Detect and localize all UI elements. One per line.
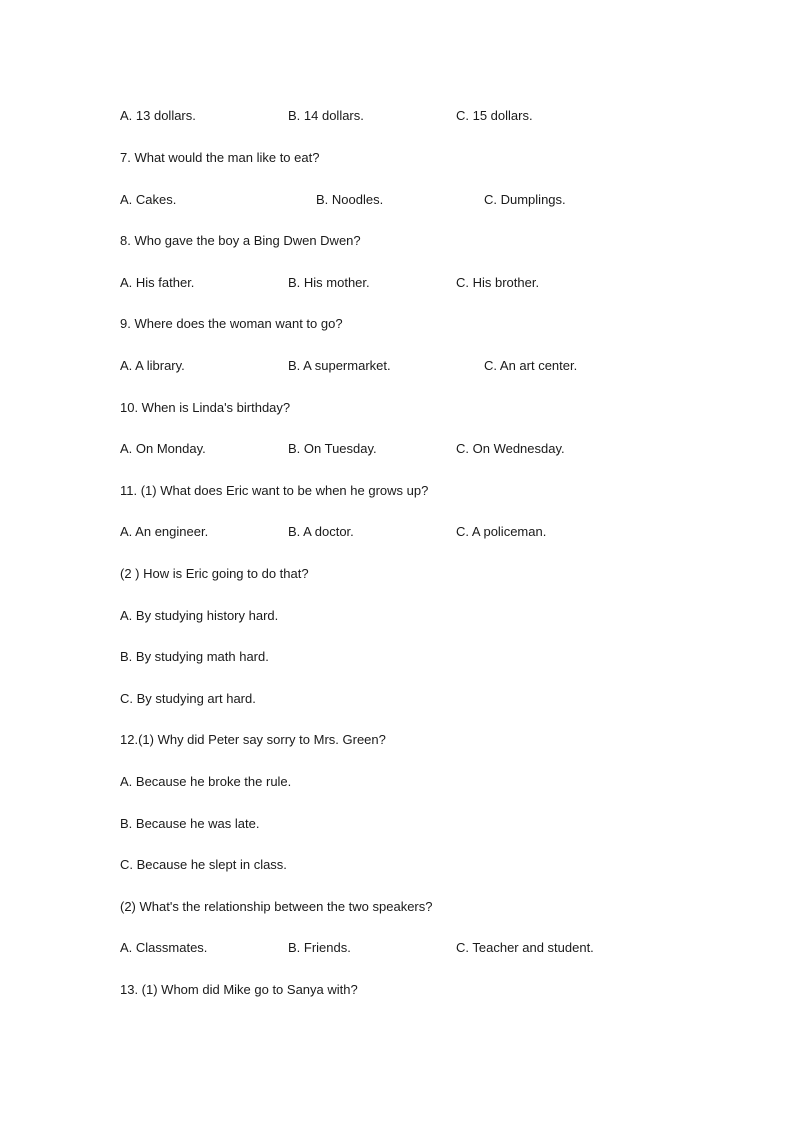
q9-option-a: A. A library. xyxy=(120,358,185,373)
q11-part2-question: (2 ) How is Eric going to do that? xyxy=(120,566,309,581)
q11-part2-option-b: B. By studying math hard. xyxy=(120,649,269,664)
q11-part1-option-a: A. An engineer. xyxy=(120,524,209,539)
q7-option-b: B. Noodles. xyxy=(316,192,384,207)
q13-part1-question: 13. (1) Whom did Mike go to Sanya with? xyxy=(120,982,358,997)
q6-option-c: C. 15 dollars. xyxy=(456,108,533,123)
q10-option-c: C. On Wednesday. xyxy=(456,441,565,456)
q7-option-a: A. Cakes. xyxy=(120,192,177,207)
q11-part1-option-c: C. A policeman. xyxy=(456,524,547,539)
q8-option-c: C. His brother. xyxy=(456,275,540,290)
q7-option-c: C. Dumplings. xyxy=(484,192,566,207)
q12-part2-option-a: A. Classmates. xyxy=(120,940,208,955)
q12-part2-question: (2) What's the relationship between the two speakers? xyxy=(120,899,433,914)
q11-part2-option-c: C. By studying art hard. xyxy=(120,691,256,706)
q7-question: 7. What would the man like to eat? xyxy=(120,150,320,165)
q6-option-b: B. 14 dollars. xyxy=(288,108,364,123)
q11-part2-option-a: A. By studying history hard. xyxy=(120,608,279,623)
q9-question: 9. Where does the woman want to go? xyxy=(120,316,343,331)
q12-part1-question: 12.(1) Why did Peter say sorry to Mrs. Green? xyxy=(120,732,386,747)
q8-option-b: B. His mother. xyxy=(288,275,370,290)
q10-option-b: B. On Tuesday. xyxy=(288,441,377,456)
q12-part1-option-a: A. Because he broke the rule. xyxy=(120,774,292,789)
q12-part2-option-b: B. Friends. xyxy=(288,940,351,955)
q8-option-a: A. His father. xyxy=(120,275,195,290)
q6-option-a: A. 13 dollars. xyxy=(120,108,196,123)
q10-option-a: A. On Monday. xyxy=(120,441,206,456)
q12-part1-option-c: C. Because he slept in class. xyxy=(120,857,287,872)
q9-option-c: C. An art center. xyxy=(484,358,578,373)
q12-part2-option-c: C. Teacher and student. xyxy=(456,940,594,955)
q8-question: 8. Who gave the boy a Bing Dwen Dwen? xyxy=(120,233,361,248)
q9-option-b: B. A supermarket. xyxy=(288,358,391,373)
q11-part1-question: 11. (1) What does Eric want to be when he grows up? xyxy=(120,483,429,498)
q12-part1-option-b: B. Because he was late. xyxy=(120,816,260,831)
q11-part1-option-b: B. A doctor. xyxy=(288,524,354,539)
q10-question: 10. When is Linda's birthday? xyxy=(120,400,291,415)
